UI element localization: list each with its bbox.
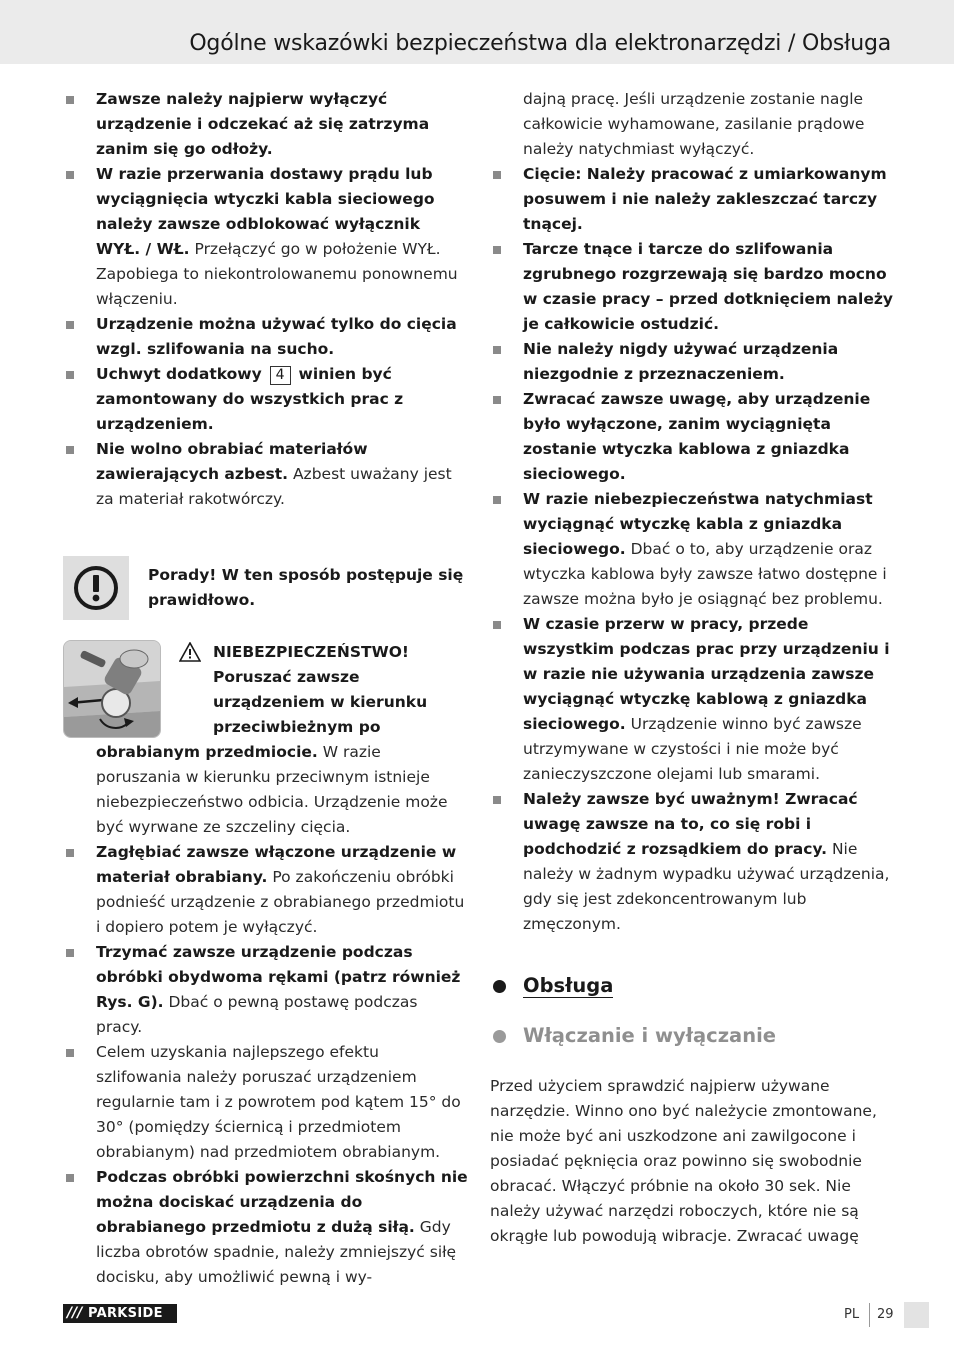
danger-bold-text: obrabianym przedmiocie. — [96, 743, 318, 761]
list-item — [63, 362, 468, 437]
square-bullet-icon — [66, 949, 74, 957]
list-item — [63, 1165, 468, 1290]
square-bullet-icon — [66, 849, 74, 857]
parkside-logo — [63, 1304, 177, 1323]
list-item — [490, 787, 895, 937]
danger-block — [63, 640, 468, 840]
warning-triangle-icon — [179, 642, 201, 670]
item-bold-text: W razie niebezpieczeństwa natychmiast wyciągnąć wtyczkę kabla z gniazdka sieciowego. — [523, 490, 873, 558]
left-column — [63, 87, 468, 1290]
item-bold-text: winien być zamontowany do wszystkich prac z urządzeniem. — [96, 365, 404, 433]
square-bullet-icon — [493, 621, 501, 629]
item-text: Azbest uważany jest za materiał rakotwórczy. — [96, 465, 452, 508]
item-bold-text: W czasie przerw w pracy, przede wszystkim podczas prac przy urządzeniu i w razie nie używania urządzenia zawsze wyciągnąć wtyczkę kablową z gniazdka sieciowego. — [523, 615, 890, 733]
list-item — [63, 162, 468, 312]
bullet-dot-icon — [493, 1030, 506, 1043]
logo-text: PARKSIDE — [88, 1306, 163, 1321]
item-bold-text: Cięcie: Należy pracować z umiarkowanym posuwem i nie należy zakleszczać tarczy tnącej. — [523, 165, 887, 233]
item-bold-text: Trzymać zawsze urządzenie podczas obróbki obydwoma rękami (patrz również Rys. G). — [96, 943, 461, 1011]
list-item — [63, 312, 468, 362]
item-bold-text: W razie przerwania dostawy prądu lub wyciągnięcia wtyczki kabla sieciowego należy zawsze odblokować wyłącznik WYŁ. / WŁ. — [96, 165, 435, 258]
language-code: PL — [844, 1307, 860, 1322]
footer-divider — [869, 1303, 870, 1327]
list-item — [63, 87, 468, 162]
item-text: Dbać o pewną postawę podczas pracy. — [96, 993, 418, 1036]
list-item — [490, 237, 895, 337]
right-column — [490, 87, 895, 1249]
subsection-title: Włączanie i wyłączanie — [523, 1024, 777, 1047]
danger-text-body: W razie poruszania w kierunku przeciwnym istnieje niebezpieczeństwo odbicia. Urządzenie może być wyrwane ze szczeliny cięcia. — [96, 743, 448, 836]
square-bullet-icon — [66, 321, 74, 329]
danger-body — [63, 740, 468, 840]
item-text: Po zakończeniu obróbki podnieść urządzenie z obrabianego przedmiotu i dopiero potem je wyłączyć. — [96, 868, 465, 936]
item-text: Celem uzyskania najlepszego efektu szlifowania należy poruszać urządzeniem regularnie tam i z powrotem pod kątem 15° do 30° (pomiędzy ściernicą i przedmiotem obrabianym) nad przedmiotem obrabianym. — [96, 1043, 461, 1161]
square-bullet-icon — [493, 246, 501, 254]
body-paragraph: Przed użyciem sprawdzić najpierw używane narzędzie. Winno ono być należycie zmontowane, nie może być ani uszkodzone ani zawilgocone i posiadać pęknięcia oraz powinno się swobodnie obracać. Włączyć próbnie na około 30 sek. Nie należy używać narzędzi roboczych, które nie są okrągłe lub powodują wibracje. Zwracać uwagę — [490, 1077, 877, 1245]
square-bullet-icon — [66, 171, 74, 179]
list-item — [490, 162, 895, 237]
list-item — [490, 487, 895, 612]
item-text: Dbać o to, aby urządzenie oraz wtyczka kablowa były zawsze łatwo dostępne i zawsze można było je osiągnąć bez problemu. — [523, 540, 887, 608]
item-bold-text: Urządzenie można używać tylko do cięcia wzgl. szlifowania na sucho. — [96, 315, 457, 358]
page-header — [0, 0, 954, 64]
item-text: Nie należy w żadnym wypadku używać urządzenia, gdy się jest zdekoncentrowanym lub zmęczonym. — [523, 840, 890, 933]
item-bold-text: Podczas obróbki powierzchni skośnych nie można dociskać urządzenia do obrabianego przedmiotu z dużą siłą. — [96, 1168, 468, 1236]
item-bold-text: Nie wolno obrabiać materiałów zawierających azbest. — [96, 440, 368, 483]
list-item — [490, 612, 895, 787]
page-number: 29 — [877, 1307, 894, 1322]
item-bold-text: Uchwyt dodatkowy — [96, 365, 262, 383]
list-item — [490, 337, 895, 387]
square-bullet-icon — [493, 496, 501, 504]
square-bullet-icon — [66, 96, 74, 104]
section-heading-wlaczanie — [490, 1023, 895, 1049]
exclamation-circle-icon — [63, 556, 129, 620]
item-bold-text: Należy zawsze być uważnym! Zwracać uwagę zawsze na to, co się robi i podchodzić z rozsądkiem do pracy. — [523, 790, 858, 858]
page-title: Ogólne wskazówki bezpieczeństwa dla elektronarzędzi / Obsługa — [189, 31, 891, 56]
square-bullet-icon — [493, 346, 501, 354]
square-bullet-icon — [66, 1049, 74, 1057]
square-bullet-icon — [493, 171, 501, 179]
section-title: Obsługa — [523, 974, 614, 997]
page-tab-marker — [904, 1302, 929, 1328]
square-bullet-icon — [493, 396, 501, 404]
logo-slashes: /// — [67, 1305, 83, 1321]
bullet-dot-icon — [493, 980, 506, 993]
square-bullet-icon — [66, 446, 74, 454]
item-text: Przełączyć go w położenie WYŁ. Zapobiega to niekontrolowanemu ponownemu włączeniu. — [96, 240, 458, 308]
tip-block — [63, 556, 468, 620]
item-bold-text: Zawsze należy najpierw wyłączyć urządzenie i odczekać aż się zatrzyma zanim się go odłoży. — [96, 90, 430, 158]
list-item — [63, 840, 468, 940]
square-bullet-icon — [493, 796, 501, 804]
list-item — [63, 1040, 468, 1165]
list-item — [490, 387, 895, 487]
item-text: Urządzenie winno być zawsze utrzymywane w czystości i nie może być zanieczyszczone olejami lub smarami. — [523, 715, 862, 783]
continued-text: dajną pracę. Jeśli urządzenie zostanie nagle całkowicie wyhamowane, zasilanie prądowe należy natychmiast wyłączyć. — [523, 90, 865, 158]
list-item — [63, 437, 468, 512]
item-text: Gdy liczba obrotów spadnie, należy zmniejszyć siłę docisku, aby umożliwić pewną i wy- — [96, 1218, 457, 1286]
item-bold-text: Zwracać zawsze uwagę, aby urządzenie było wyłączone, zanim wyciągnięta zostanie wtyczka kablowa z gniazdka sieciowego. — [523, 390, 871, 483]
tip-text — [148, 563, 468, 613]
grinder-direction-illustration — [63, 640, 161, 738]
part-reference-number: 4 — [270, 366, 291, 385]
item-bold-text: Zagłębiać zawsze włączone urządzenie w materiał obrabiany. — [96, 843, 457, 886]
section-heading-obsluga — [490, 973, 895, 999]
square-bullet-icon — [66, 371, 74, 379]
item-bold-text: Tarcze tnące i tarcze do szlifowania zgrubnego rozgrzewają się bardzo mocno w czasie pracy – przed dotknięciem należy je całkowicie ostudzić. — [523, 240, 893, 333]
danger-heading: NIEBEZPIECZEŃSTWO! Poruszać zawsze urządzeniem w kierunku przeciwbieżnym po — [213, 643, 428, 736]
tip-label: Porady! W ten sposób postępuje się prawidłowo. — [148, 566, 464, 609]
square-bullet-icon — [66, 1174, 74, 1182]
item-bold-text: Nie należy nigdy używać urządzenia niezgodnie z przeznaczeniem. — [523, 340, 839, 383]
list-item — [63, 940, 468, 1040]
